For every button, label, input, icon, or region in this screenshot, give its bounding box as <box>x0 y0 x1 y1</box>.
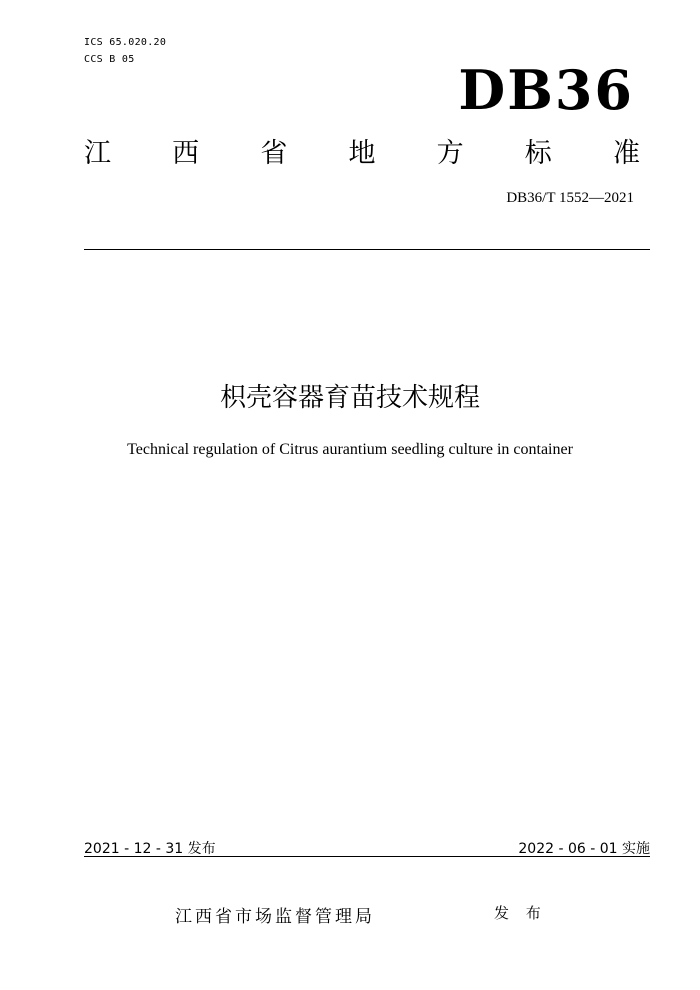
issue-date: 2021 - 12 - 31 发布 <box>84 841 216 857</box>
bottom-divider <box>84 856 650 857</box>
standard-type <box>84 136 640 172</box>
standard-type-char: 方 <box>436 138 464 169</box>
issuing-authority: 江西省市场监督管理局 <box>175 907 375 927</box>
document-title-english: Technical regulation of Citrus aurantium seedling culture in container <box>127 441 573 458</box>
db-logo: DB36 <box>458 58 634 122</box>
standard-type-char: 西 <box>172 138 200 169</box>
implementation-date: 2022 - 06 - 01 实施 <box>518 841 650 857</box>
standard-type-char: 准 <box>612 138 640 169</box>
top-divider <box>84 249 650 250</box>
ics-code: ICS 65.020.20 <box>84 37 167 48</box>
standard-type-char: 标 <box>524 138 552 169</box>
standard-type-char: 省 <box>260 138 288 169</box>
document-title-chinese: 枳壳容器育苗技术规程 <box>219 383 480 413</box>
ccs-code: CCS B 05 <box>84 54 135 65</box>
standard-type-char: 江 <box>84 138 111 169</box>
standard-number: DB36/T 1552—2021 <box>506 190 634 206</box>
standard-type-char: 地 <box>348 138 376 169</box>
issue-label: 发 布 <box>494 904 547 922</box>
